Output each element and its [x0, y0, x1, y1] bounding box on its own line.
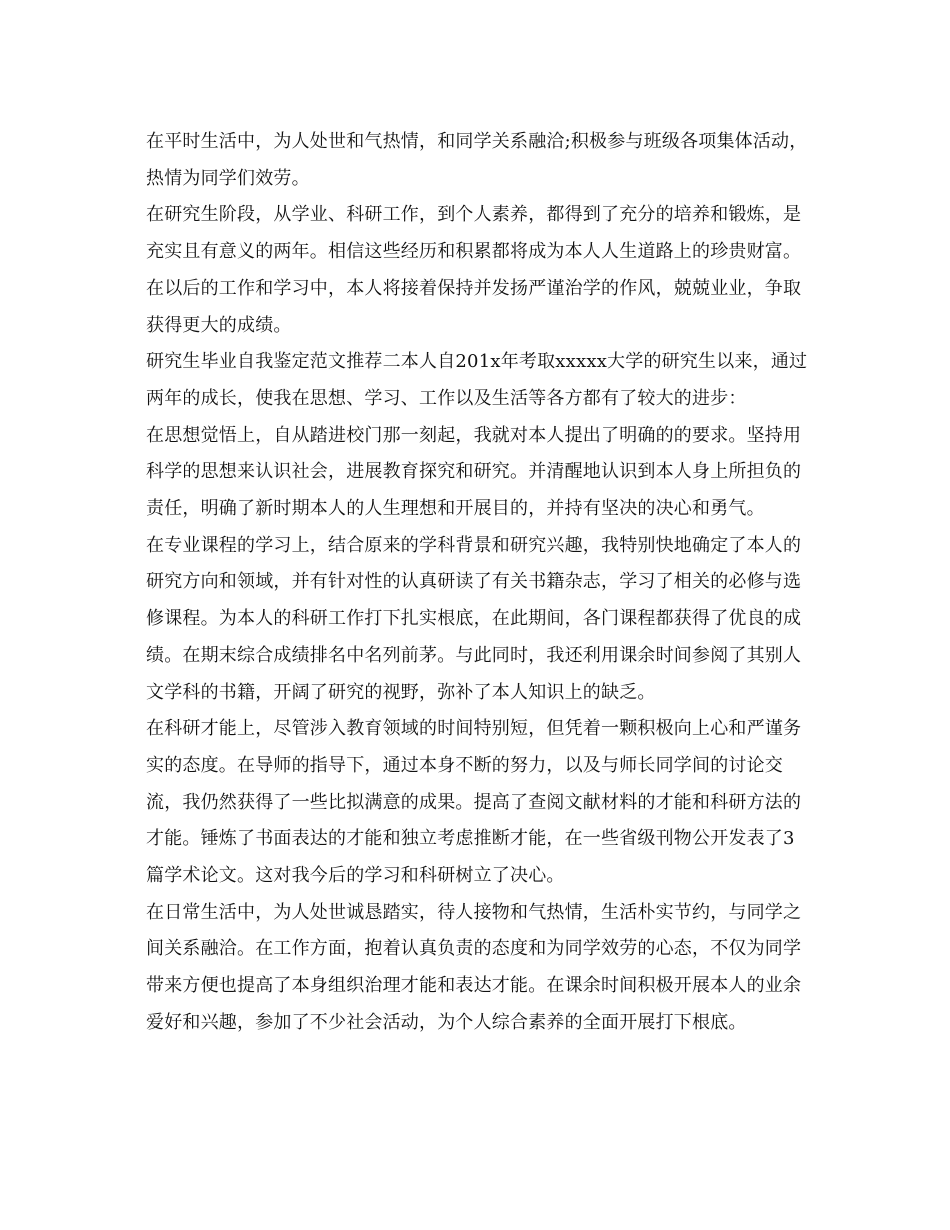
paragraph-coursework: 在专业课程的学习上，结合原来的学科背景和研究兴趣，我特别快地确定了本人的研究方向和领域，并有针对性的认真研读了有关书籍杂志，学习了相关的必修与选修课程。为本人的科研工作打下扎实根底，在此期间，各门课程都获得了优良的成绩。在期末综合成绩排名中名列前茅。与此同时，我还利用课余时间参阅了其别人文学科的书籍，开阔了研究的视野，弥补了本人知识上的缺乏。	[146, 534, 802, 703]
paragraph-daily-life: 在日常生活中，为人处世诚恳踏实，待人接物和气热情，生活朴实节约，与同学之间关系融洽。在工作方面，抱着认真负责的态度和为同学效劳的心态，不仅为同学带来方便也提高了本身组织治理才能和表达才能。在课余时间积极开展本人的业余爱好和兴趣，参加了不少社会活动，为个人综合素养的全面开展打下根底。	[146, 901, 802, 1033]
paragraph-social-life: 在平时生活中，为人处世和气热情，和同学关系融洽;积极参与班级各项集体活动，热情为同学们效劳。	[146, 131, 808, 189]
document-body	[146, 124, 810, 1042]
paragraph-self-appraisal-intro: 研究生毕业自我鉴定范文推荐二本人自201x年考取xxxxx大学的研究生以来，通过两年的成长，使我在思想、学习、工作以及生活等各方都有了较大的进步：	[146, 351, 808, 409]
paragraph-ideology: 在思想觉悟上，自从踏进校门那一刻起，我就对本人提出了明确的的要求。坚持用科学的思想来认识社会，进展教育探究和研究。并清醒地认识到本人身上所担负的责任，明确了新时期本人的人生理想和开展目的，并持有坚决的决心和勇气。	[146, 424, 802, 520]
paragraph-graduate-stage: 在研究生阶段，从学业、科研工作，到个人素养，都得到了充分的培养和锻炼，是充实且有意义的两年。相信这些经历和积累都将成为本人人生道路上的珍贵财富。在以后的工作和学习中，本人将接着保持并发扬严谨治学的作风，兢兢业业，争取获得更大的成绩。	[146, 204, 802, 336]
paragraph-research-ability: 在科研才能上，尽管涉入教育领域的时间特别短，但凭着一颗积极向上心和严谨务实的态度。在导师的指导下，通过本身不断的努力，以及与师长同学间的讨论交流，我仍然获得了一些比拟满意的成果。提高了查阅文献材料的才能和科研方法的才能。锤炼了书面表达的才能和独立考虑推断才能，在一些省级刊物公开发表了3篇学术论文。这对我今后的学习和科研树立了决心。	[146, 718, 802, 887]
